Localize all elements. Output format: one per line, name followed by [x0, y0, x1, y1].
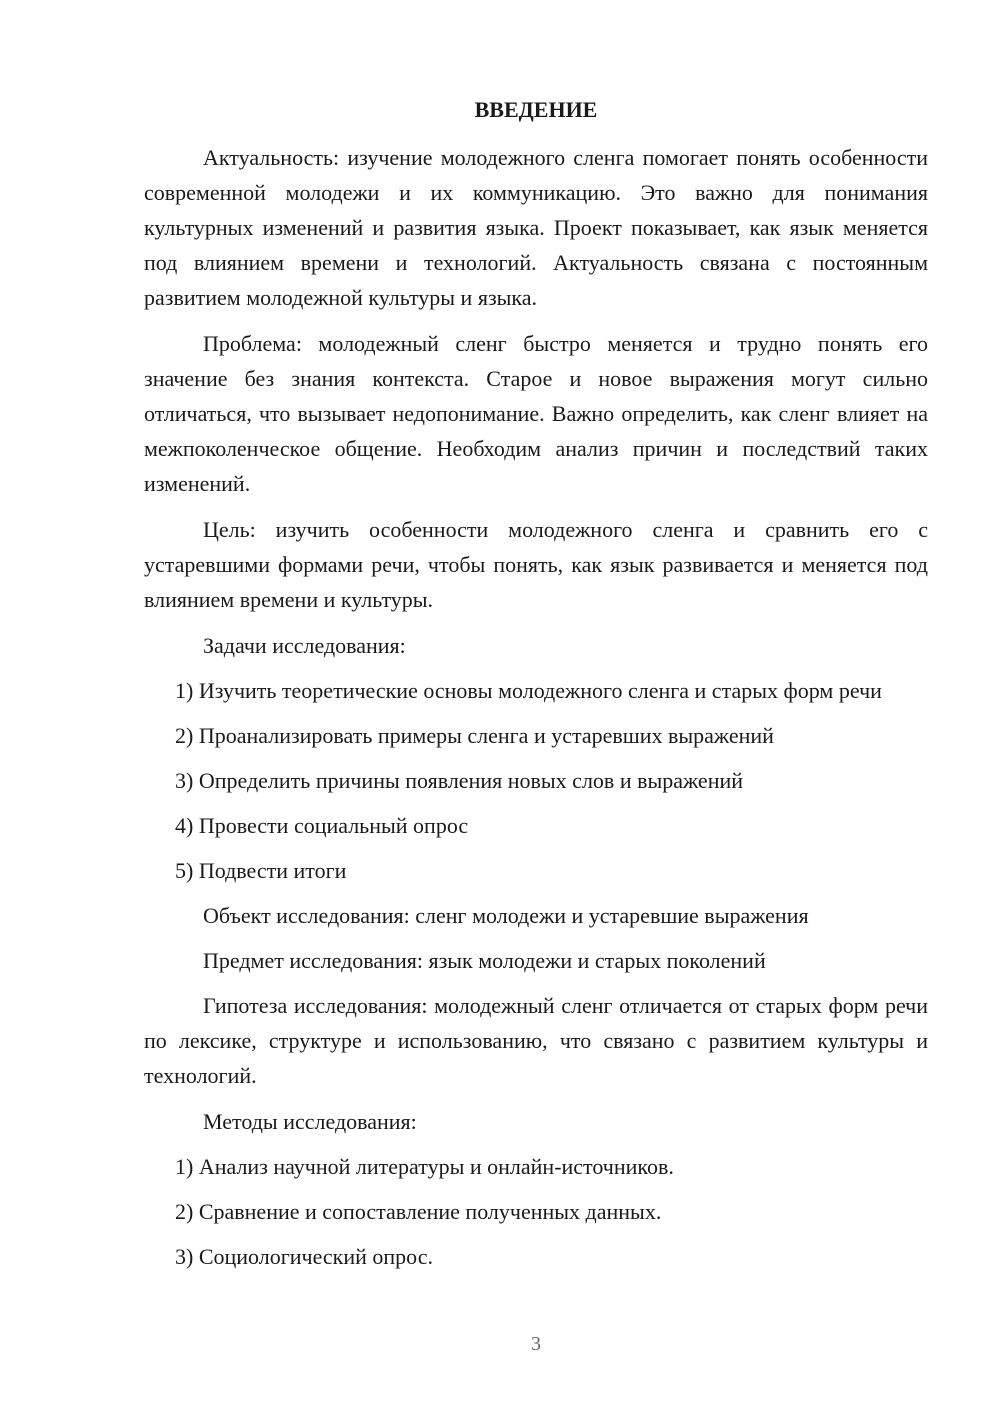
- task-item: 2) Проанализировать примеры сленга и устаревших выражений: [175, 723, 774, 748]
- object-line: Объект исследования: сленг молодежи и устаревшие выражения: [203, 903, 809, 928]
- hypothesis-paragraph: Гипотеза исследования: молодежный сленг отличается от старых форм речи по лексике, структуре и использованию, что связано с развитием культуры и технологий.: [144, 993, 928, 1088]
- tasks-heading: Задачи исследования:: [203, 633, 406, 658]
- task-item: 4) Провести социальный опрос: [175, 813, 469, 838]
- page-content: [144, 92, 928, 1284]
- relevance-paragraph: Актуальность: изучение молодежного сленга помогает понять особенности современной молодежи и их коммуникацию. Это важно для понимания культурных изменений и развития языка. Проект показывает, как язык меняется под влиянием времени и технологий. Актуальность связана с постоянным развитием молодежной культуры и языка.: [144, 145, 928, 310]
- task-item: 5) Подвести итоги: [175, 858, 347, 883]
- page-number: 3: [531, 1333, 541, 1355]
- method-item: 3) Социологический опрос.: [175, 1244, 433, 1269]
- goal-paragraph: Цель: изучить особенности молодежного сленга и сравнить его с устаревшими формами речи, чтобы понять, как язык развивается и меняется под влиянием времени и культуры.: [144, 517, 928, 612]
- task-item: 1) Изучить теоретические основы молодежного сленга и старых форм речи: [175, 678, 882, 703]
- problem-paragraph: Проблема: молодежный сленг быстро меняется и трудно понять его значение без знания контекста. Старое и новое выражения могут сильно отличаться, что вызывает недопонимание. Важно определить, как сленг влияет на межпоколенческое общение. Необходим анализ причин и последствий таких изменений.: [144, 331, 928, 496]
- methods-heading: Методы исследования:: [203, 1109, 417, 1134]
- method-item: 2) Сравнение и сопоставление полученных данных.: [175, 1199, 662, 1224]
- task-item: 3) Определить причины появления новых слов и выражений: [175, 768, 744, 793]
- subject-line: Предмет исследования: язык молодежи и старых поколений: [203, 948, 766, 973]
- page-title: ВВЕДЕНИЕ: [474, 97, 598, 122]
- method-item: 1) Анализ научной литературы и онлайн-источников.: [175, 1154, 674, 1179]
